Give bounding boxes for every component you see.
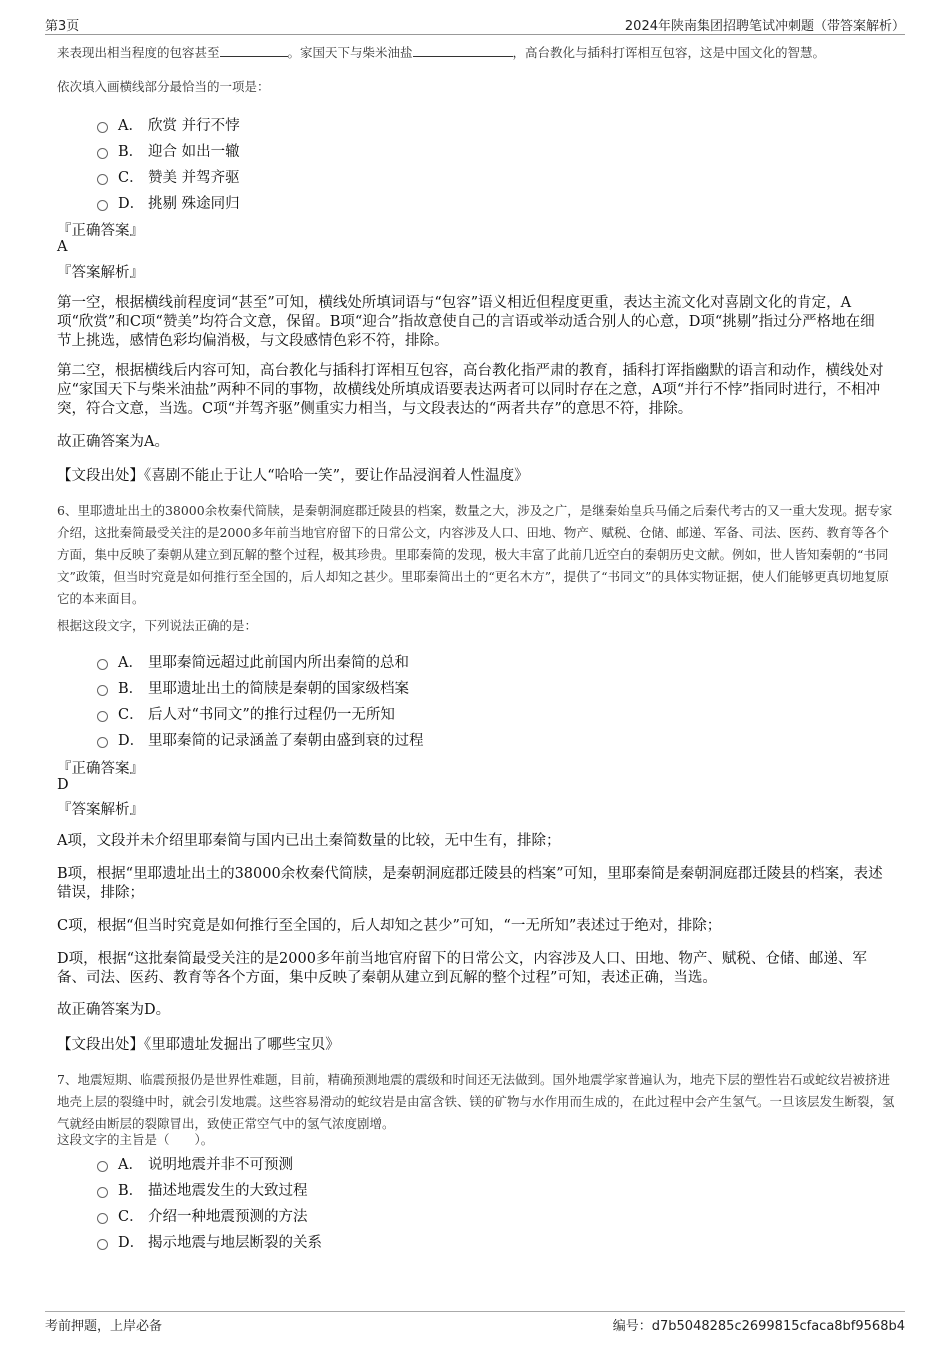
radio-icon[interactable] — [97, 174, 108, 185]
q6-analysis-c: C项，根据“但当时究竟是如何推行至全国的，后人却知之甚少”可知，“一无所知”表述过于绝对，排除； — [57, 918, 722, 934]
q6-analysis-b: B项，根据“里耶遗址出土的38000余枚秦代简牍，是秦朝洞庭郡迁陵县的档案”可知，里耶秦简是秦朝洞庭郡迁陵县的档案，表述错误，排除； — [57, 866, 883, 901]
q6-answer-label: 『正确答案』 — [57, 761, 144, 777]
q6-option-b[interactable]: B． 里耶遗址出土的简牍是秦朝的国家级档案 — [97, 674, 424, 700]
radio-icon[interactable] — [97, 659, 108, 670]
radio-icon[interactable] — [97, 122, 108, 133]
q7-option-b[interactable]: B． 描述地震发生的大致过程 — [97, 1176, 322, 1202]
radio-icon[interactable] — [97, 737, 108, 748]
q5-conclusion: 故正确答案为A。 — [57, 434, 169, 450]
q5-blank-1 — [220, 42, 288, 57]
q5-option-b[interactable]: B． 迎合 如出一辙 — [97, 137, 240, 163]
q6-option-d[interactable]: D． 里耶秦简的记录涵盖了秦朝由盛到衰的过程 — [97, 726, 424, 752]
radio-icon[interactable] — [97, 685, 108, 696]
q5-analysis-1: 第一空，根据横线前程度词“甚至”可知，横线处所填词语与“包容”语义相近但程度更重，表达主流文化对喜剧文化的肯定，A项“欣赏”和C项“赞美”均符合文意，保留。B项“迎合”指故意使自己的言语或举动适合别人的心意，D项“挑剔”指过分严格地在细节上挑选，感情色彩均偏消极，与文段感情色彩不符，排除。 — [57, 295, 875, 349]
radio-icon[interactable] — [97, 1161, 108, 1172]
q5-source: 【文段出处】《喜剧不能止于让人“哈哈一笑”，要让作品浸润着人性温度》 — [57, 468, 529, 484]
q6-source: 【文段出处】《里耶遗址发掘出了哪些宝贝》 — [57, 1037, 340, 1053]
radio-icon[interactable] — [97, 1213, 108, 1224]
q7-prompt: 这段文字的主旨是（ ）。 — [57, 1132, 214, 1147]
radio-icon[interactable] — [97, 148, 108, 159]
q6-analysis-d: D项，根据“这批秦简最受关注的是2000多年前当地官府留下的日常公文，内容涉及人口、田地、物产、赋税、仓储、邮递、军备、司法、医药、教育等各个方面，集中反映了秦朝从建立到瓦解的整个过程”可知，表述正确，当选。 — [57, 951, 867, 986]
q5-analysis-2: 第二空，根据横线后内容可知，高台教化与插科打诨相互包容，高台教化指严肃的教育，插科打诨指幽默的语言和动作，横线处对应“家国天下与柴米油盐”两种不同的事物，故横线处所填成语要表达两者可以同时存在之意，A项“并行不悖”指同时进行，不相冲突，符合文意，当选。C项“并驾齐驱”侧重实力相当，与文段表达的“两者共存”的意思不符，排除。 — [57, 363, 884, 417]
q5-analysis-label: 『答案解析』 — [57, 265, 144, 281]
q7-option-c[interactable]: C． 介绍一种地震预测的方法 — [97, 1202, 322, 1228]
q6-options — [97, 648, 424, 752]
q5-option-c[interactable]: C． 赞美 并驾齐驱 — [97, 163, 240, 189]
q5-options — [97, 111, 240, 215]
q6-conclusion: 故正确答案为D。 — [57, 1002, 171, 1018]
radio-icon[interactable] — [97, 200, 108, 211]
q6-analysis-a: A项，文段并未介绍里耶秦简与国内已出土秦简数量的比较，无中生有，排除； — [57, 833, 561, 849]
q5-option-a[interactable]: A． 欣赏 并行不悖 — [97, 111, 240, 137]
q5-answer: A — [57, 239, 68, 255]
q7-option-d[interactable]: D． 揭示地震与地层断裂的关系 — [97, 1228, 322, 1254]
q7-option-a[interactable]: A． 说明地震并非不可预测 — [97, 1150, 322, 1176]
footer-slogan: 考前押题，上岸必备 — [45, 1319, 163, 1334]
q5-prompt: 依次填入画横线部分最恰当的一项是： — [57, 79, 270, 94]
q6-option-c[interactable]: C． 后人对“书同文”的推行过程仍一无所知 — [97, 700, 424, 726]
q6-option-a[interactable]: A． 里耶秦简远超过此前国内所出秦简的总和 — [97, 648, 424, 674]
q5-option-d[interactable]: D． 挑剔 殊途同归 — [97, 189, 240, 215]
q7-options — [97, 1150, 322, 1254]
q6-answer: D — [57, 777, 69, 793]
q5-blank-2 — [413, 42, 513, 57]
q5-stem: 来表现出相当程度的包容甚至 。家国天下与柴米油盐 ，高台教化与插科打诨相互包容，这是中国文化的智慧。 — [57, 42, 897, 64]
page-footer — [45, 1311, 905, 1334]
q7-stem: 7、地震短期、临震预报仍是世界性难题，目前，精确预测地震的震级和时间还无法做到。国外地震学家普遍认为，地壳下层的塑性岩石或蛇纹岩被挤进地壳上层的裂缝中时，就会引发地震。这些容易滑动的蛇纹岩是由富含铁、镁的矿物与水作用而生成的，在此过程中会产生氢气。一旦该层发生断裂，氢气就经由断层的裂隙冒出，致使正常空气中的氢气浓度剧增。 — [57, 1072, 895, 1131]
page-number: 第3页 — [45, 19, 80, 34]
q6-prompt: 根据这段文字，下列说法正确的是： — [57, 618, 258, 633]
page-header — [45, 14, 905, 35]
document-code: 编号：d7b5048285c2699815cfaca8bf9568b4 — [612, 1319, 905, 1334]
radio-icon[interactable] — [97, 711, 108, 722]
radio-icon[interactable] — [97, 1239, 108, 1250]
q6-stem: 6、里耶遗址出土的38000余枚秦代简牍，是秦朝洞庭郡迁陵县的档案，数量之大，涉及之广，是继秦始皇兵马俑之后秦代考古的又一重大发现。据专家介绍，这批秦简最受关注的是2000多年前当地官府留下的日常公文，内容涉及人口、田地、物产、赋税、仓储、邮递、军备、司法、医药、教育等各个方面，集中反映了秦朝从建立到瓦解的整个过程，极其珍贵。里耶秦简的发现，极大丰富了此前几近空白的秦朝历史文献。例如，世人皆知秦朝的“书同文”政策，但当时究竟是如何推行至全国的，后人却知之甚少。里耶秦简出土的“更名木方”，提供了“书同文”的具体实物证据，使人们能够更真切地复原它的本来面目。 — [57, 503, 893, 606]
document-title: 2024年陕南集团招聘笔试冲刺题（带答案解析） — [624, 19, 905, 34]
radio-icon[interactable] — [97, 1187, 108, 1198]
q5-answer-label: 『正确答案』 — [57, 223, 144, 239]
q6-analysis-label: 『答案解析』 — [57, 802, 144, 818]
